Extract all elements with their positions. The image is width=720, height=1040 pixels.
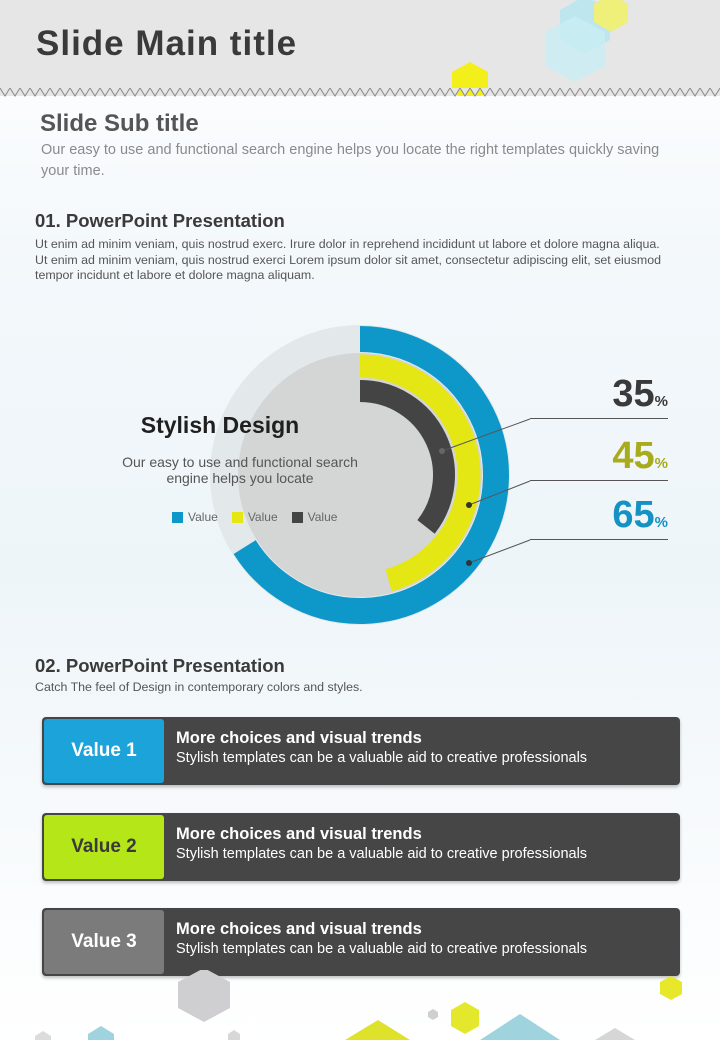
percent-label-35: 35% <box>612 373 668 415</box>
percent-underline <box>530 480 668 481</box>
legend-item <box>172 510 218 524</box>
section-2-text: Catch The feel of Design in contemporary colors and styles. <box>35 680 363 694</box>
hexagon-gray <box>228 1030 240 1040</box>
value-row-3 <box>42 908 680 976</box>
hexagon-yellow <box>660 976 682 1000</box>
legend-item <box>232 510 278 524</box>
percent-label-45: 45% <box>612 435 668 477</box>
value-heading: More choices and visual trends <box>176 920 422 938</box>
hexagon-gray <box>178 970 230 1022</box>
value-tag-2: Value 2 <box>44 815 164 879</box>
value-row-2 <box>42 813 680 881</box>
legend-swatch-yellow <box>232 512 243 523</box>
footer-hexagons <box>0 970 720 1040</box>
legend-label: Value <box>307 510 338 524</box>
hexagon-gray <box>428 1009 438 1020</box>
hexagon-gray <box>35 1031 51 1040</box>
legend-label: Value <box>188 510 218 524</box>
legend-swatch-blue <box>172 512 183 523</box>
section-2-heading: 02. PowerPoint Presentation <box>35 655 285 676</box>
hexagon-cyan <box>480 1014 560 1040</box>
value-heading: More choices and visual trends <box>176 729 422 747</box>
percent-label-65: 65% <box>612 494 668 536</box>
value-description: Stylish templates can be a valuable aid to creative professionals <box>176 941 588 957</box>
hexagon-yellow <box>345 1020 410 1040</box>
percent-underline <box>530 418 668 419</box>
leader-dot-65 <box>466 560 472 566</box>
legend-swatch-dark <box>292 512 303 523</box>
value-description: Stylish templates can be a valuable aid to creative professionals <box>176 846 588 862</box>
value-tag-3: Value 3 <box>44 910 164 974</box>
section-1-text: Ut enim ad minim veniam, quis nostrud exerc. Irure dolor in reprehend incididunt ut labore et dolore magna aliqua. Ut enim ad minim veniam, quis nostrud exerci Lorem ipsum dolor sit amet, consectetur adipiscing elit, set eiusmod tempor incidunt et labore et dolore magna aliquam. <box>35 237 661 282</box>
chart-title: Stylish Design <box>140 412 300 438</box>
percent-underline <box>530 539 668 540</box>
slide-subtitle: Slide Sub title <box>40 110 199 137</box>
hexagon-cyan <box>88 1026 114 1040</box>
value-tag-1: Value 1 <box>44 719 164 783</box>
legend-item <box>292 510 338 524</box>
chart-description: Our easy to use and functional search engine helps you locate <box>122 454 358 486</box>
section-1-heading: 01. PowerPoint Presentation <box>35 210 285 231</box>
legend-label: Value <box>247 510 278 524</box>
header-zigzag-edge <box>0 88 720 102</box>
subtitle-description: Our easy to use and functional search engine helps you locate the right templates quickly saving your time. <box>41 142 660 179</box>
value-heading: More choices and visual trends <box>176 825 422 843</box>
value-description: Stylish templates can be a valuable aid to creative professionals <box>176 750 588 766</box>
leader-dot-45 <box>466 502 472 508</box>
page-title: Slide Main title <box>36 24 298 63</box>
hexagon-gray <box>595 1028 635 1040</box>
leader-dot-35 <box>439 448 445 454</box>
hexagon-yellow <box>451 1002 479 1034</box>
chart-legend <box>172 510 337 524</box>
value-row-1 <box>42 717 680 785</box>
